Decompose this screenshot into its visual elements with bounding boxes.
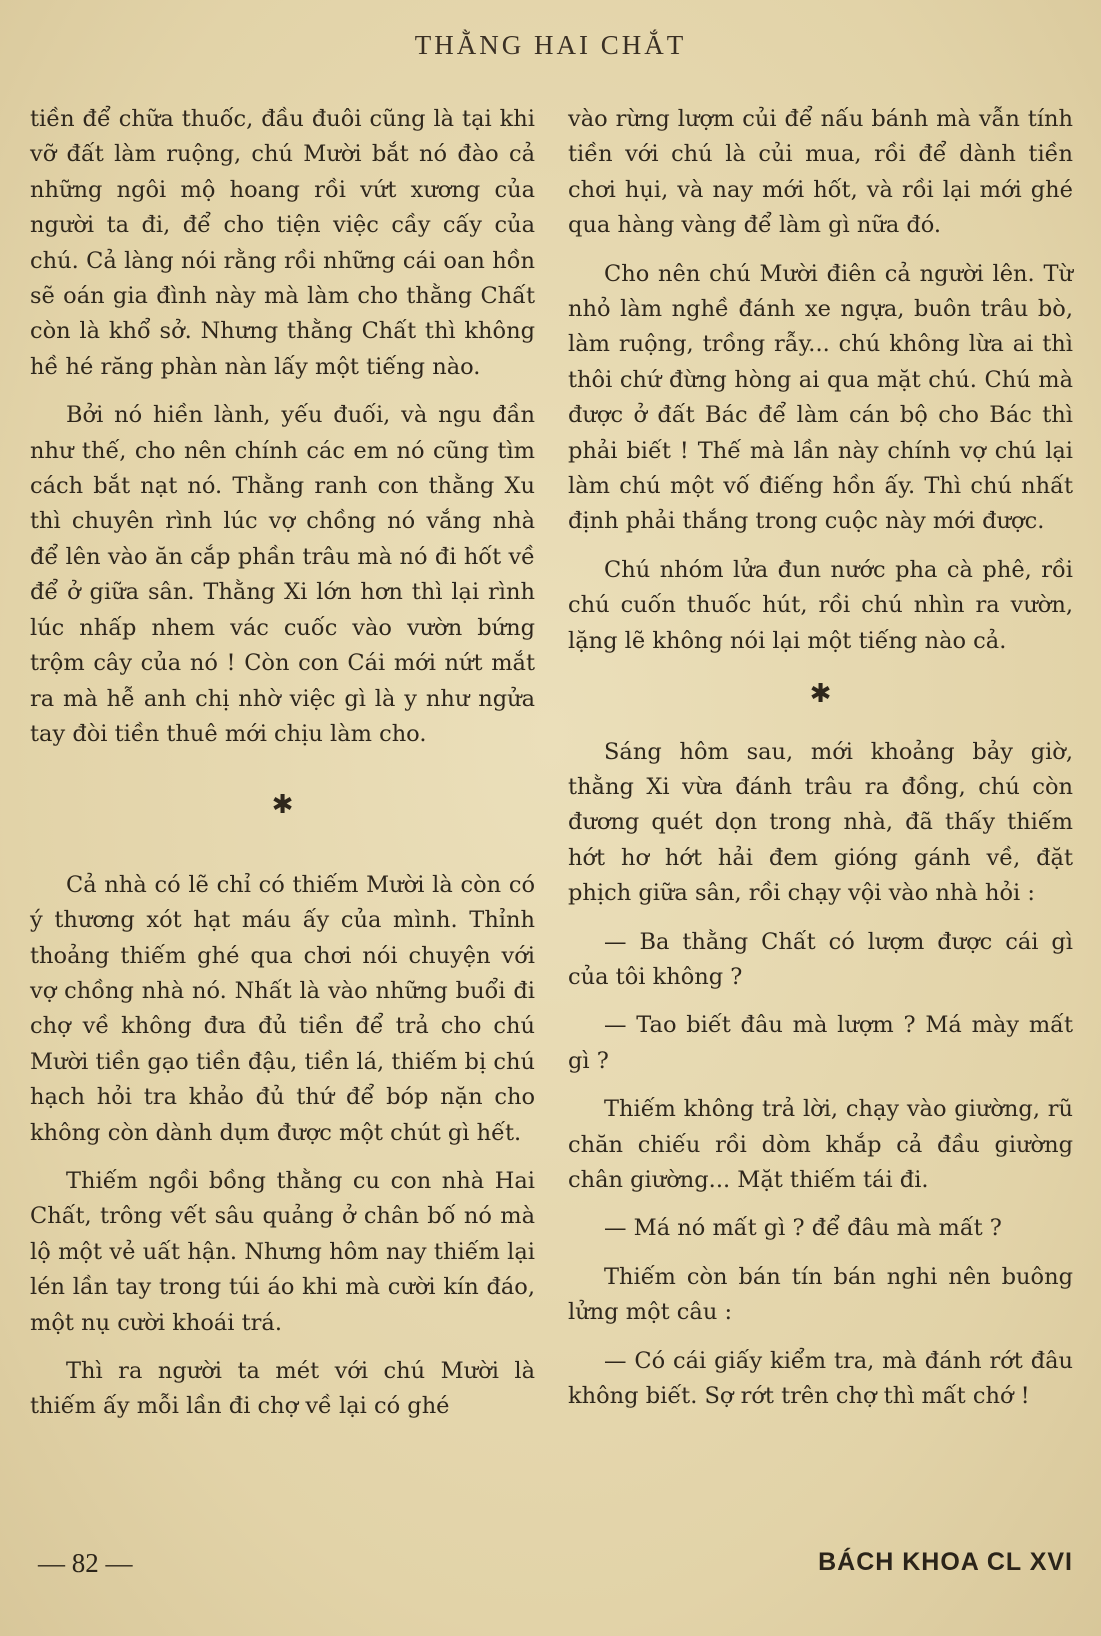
paragraph: Thiếm không trả lời, chạy vào giường, rũ chăn chiếu rồi dòm khắp cả đầu giường chân giường... Mặt thiếm tái đi. — [568, 1096, 1073, 1193]
paragraph: Thì ra người ta mét với chú Mười là thiếm ấy mỗi lần đi chợ về lại có ghé — [30, 1358, 535, 1420]
paragraph: Thiếm còn bán tín bán nghi nên buông lửng một câu : — [568, 1263, 1073, 1326]
paragraph: Sáng hôm sau, mới khoảng bảy giờ, thằng Xi vừa đánh trâu ra đồng, chú còn đương quét dọn trong nhà, đã thấy thiếm hớt hơ hớt hải đem gióng gánh về, đặt phịch giữa sân, rồi chạy vội vào nhà hỏi : — [568, 738, 1073, 907]
right-column — [568, 102, 1073, 1427]
section-break-star: ✱ — [271, 790, 294, 821]
magazine-name: BÁCH KHOA CL XVI — [818, 1548, 1073, 1576]
dialogue-line: — Ba thằng Chất có lượm được cái gì của tôi không ? — [568, 928, 1073, 990]
running-title: THẰNG HAI CHẮT — [414, 30, 687, 60]
dialogue-line: — Má nó mất gì ? để đâu mà mất ? — [604, 1215, 1002, 1242]
paragraph: tiền để chữa thuốc, đầu đuôi cũng là tại khi vỡ đất làm ruộng, chú Mười bắt nó đào cả những ngôi mộ hoang rồi vứt xương của người ta đi, để cho tiện việc cầy cấy của chú. Cả làng nói rằng rồi những cái oan hồn sẽ oán gia đình này mà làm cho thằng Chất còn là khổ sở. Nhưng thằng Chất thì không hề hé răng phàn nàn lấy một tiếng nào. — [30, 106, 535, 380]
paragraph: Thiếm ngồi bồng thằng cu con nhà Hai Chất, trông vết sâu quảng ở chân bố nó mà lộ một vẻ uất hận. Nhưng hôm nay thiếm lại lén lần tay trong túi áo khi mà cười kín đáo, một nụ cười khoái trá. — [30, 1167, 535, 1336]
paragraph: Cả nhà có lẽ chỉ có thiếm Mười là còn có ý thương xót hạt máu ấy của mình. Thỉnh thoảng thiếm ghé qua chơi nói chuyện với vợ chồng nhà nó. Nhất là vào những buổi đi chợ về không đưa đủ tiền để trả cho chú Mười tiền gạo tiền đậu, tiền lá, thiếm bị chú hạch hỏi tra khảo đủ thứ để bóp nặn cho không còn dành dụm được một chút gì hết. — [30, 871, 535, 1146]
dialogue-line: — Có cái giấy kiểm tra, mà đánh rớt đâu không biết. Sợ rớt trên chợ thì mất chớ ! — [568, 1347, 1073, 1409]
section-break-star: ✱ — [809, 679, 832, 710]
paragraph: Chú nhóm lửa đun nước pha cà phê, rồi chú cuốn thuốc hút, rồi chú nhìn ra vườn, lặng lẽ không nói lại một tiếng nào cả. — [568, 556, 1073, 654]
left-column — [30, 102, 535, 1438]
paragraph: vào rừng lượm củi để nấu bánh mà vẫn tính tiền với chú là củi mua, rồi để dành tiền chơi hụi, và nay mới hốt, và rồi lại mới ghé qua hàng vàng để làm gì nữa đó. — [568, 106, 1073, 239]
dialogue-line: — Tao biết đâu mà lượm ? Má mày mất gì ? — [568, 1012, 1073, 1074]
paragraph: Bởi nó hiền lành, yếu đuối, và ngu đần như thế, cho nên chính các em nó cũng tìm cách bắt nạt nó. Thằng ranh con thằng Xu thì chuyên rình lúc vợ chồng nó vắng nhà để lên vào ăn cắp phần trâu mà nó đi hốt về để ở giữa sân. Thằng Xi lớn hơn thì lại rình lúc nhấp nhem vác cuốc vào vườn bứng trộm cây của nó ! Còn con Cái mới nứt mắt ra mà hễ anh chị nhờ việc gì là y như ngửa tay đòi tiền thuê mới chịu làm cho. — [30, 402, 535, 747]
page-number: — 82 — — [38, 1548, 133, 1578]
paragraph: Cho nên chú Mười điên cả người lên. Từ nhỏ làm nghề đánh xe ngựa, buôn trâu bò, làm ruộng, trồng rẫy... chú không lừa ai thì thôi chứ đừng hòng ai qua mặt chú. Chú mà được ở đất Bác để làm cán bộ cho Bác thì phải biết ! Thế mà lần này chính vợ chú lại làm chú một vố điếng hồn ấy. Thì chú nhất định phải thắng trong cuộc này mới được. — [568, 260, 1073, 535]
